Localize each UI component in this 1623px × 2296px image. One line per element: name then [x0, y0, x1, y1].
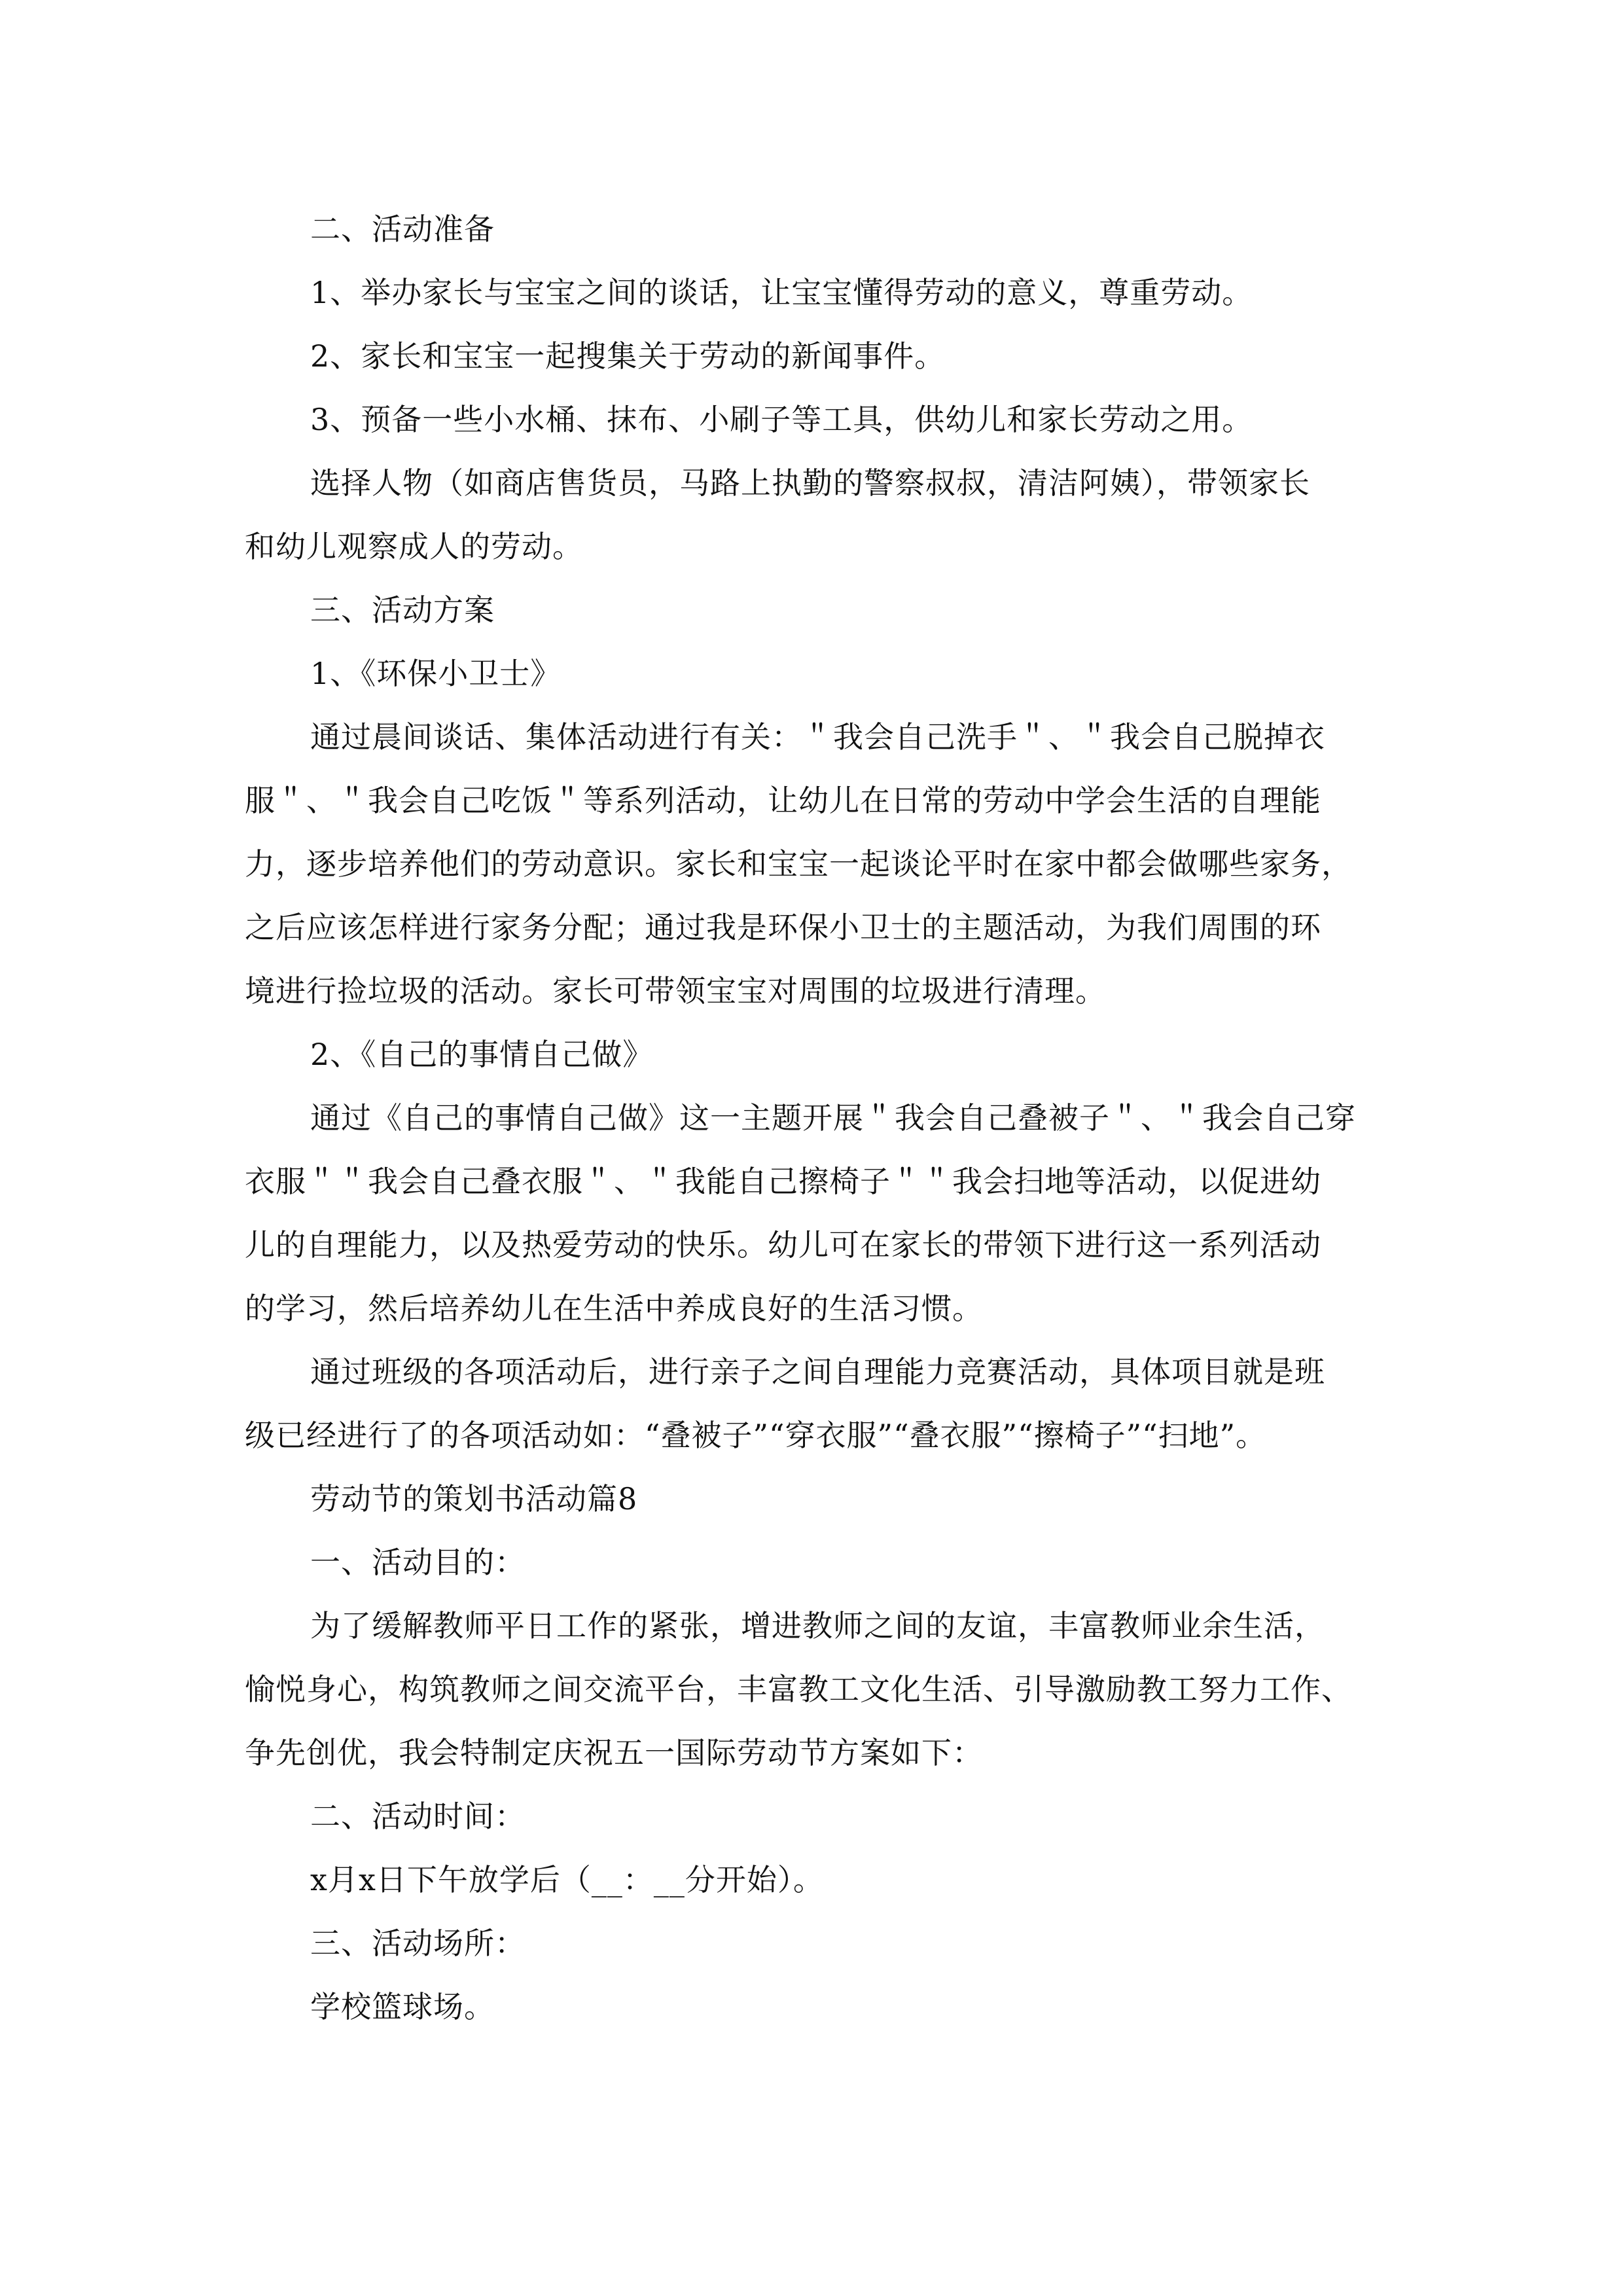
section-heading: 一、活动目的：: [310, 1545, 526, 1580]
text-line: 儿的自理能力，以及热爱劳动的快乐。幼儿可在家长的带领下进行这一系列活动: [245, 1227, 1321, 1263]
section-heading: 二、活动准备: [310, 211, 495, 247]
section-heading: 二、活动时间：: [310, 1799, 526, 1834]
text-line: 的学习，然后培养幼儿在生活中养成良好的生活习惯。: [245, 1291, 983, 1326]
text-line: 力，逐步培养他们的劳动意识。家长和宝宝一起谈论平时在家中都会做哪些家务，: [245, 846, 1352, 882]
text-line: 2、家长和宝宝一起搜集关于劳动的新闻事件。: [310, 338, 946, 374]
text-line: 通过《自己的事情自己做》这一主题开展＂我会自己叠被子＂、＂我会自己穿: [310, 1100, 1356, 1136]
subsection-heading: 2、《自己的事情自己做》: [310, 1037, 654, 1072]
section-heading: 三、活动场所：: [310, 1926, 526, 1961]
article-title: 劳动节的策划书活动篇8: [310, 1481, 638, 1516]
text-line: 争先创优，我会特制定庆祝五一国际劳动节方案如下：: [245, 1735, 983, 1770]
text-line: 通过晨间谈话、集体活动进行有关：＂我会自己洗手＂、＂我会自己脱掉衣: [310, 719, 1325, 755]
text-line: 1、举办家长与宝宝之间的谈话，让宝宝懂得劳动的意义，尊重劳动。: [310, 275, 1253, 310]
text-line: 服＂、＂我会自己吃饭＂等系列活动，让幼儿在日常的劳动中学会生活的自理能: [245, 783, 1321, 818]
text-line: 之后应该怎样进行家务分配；通过我是环保小卫士的主题活动，为我们周围的环: [245, 910, 1321, 945]
text-line: x月x日下午放学后（__：__分开始）。: [310, 1862, 824, 1897]
text-line: 学校篮球场。: [310, 1989, 495, 2024]
text-line: 衣服＂＂我会自己叠衣服＂、＂我能自己擦椅子＂＂我会扫地等活动，以促进幼: [245, 1164, 1321, 1199]
text-line: 通过班级的各项活动后，进行亲子之间自理能力竞赛活动，具体项目就是班: [310, 1354, 1325, 1390]
text-line: 愉悦身心，构筑教师之间交流平台，丰富教工文化生活、引导激励教工努力工作、: [245, 1672, 1352, 1707]
text-line: 为了缓解教师平日工作的紧张，增进教师之间的友谊，丰富教师业余生活，: [310, 1608, 1325, 1643]
text-line: 级已经进行了的各项活动如：“叠被子”“穿衣服”“叠衣服”“擦椅子”“扫地”。: [245, 1418, 1267, 1453]
section-heading: 三、活动方案: [310, 592, 495, 628]
text-line: 和幼儿观察成人的劳动。: [245, 529, 583, 564]
subsection-heading: 1、《环保小卫士》: [310, 656, 562, 691]
text-line: 3、预备一些小水桶、抹布、小刷子等工具，供幼儿和家长劳动之用。: [310, 402, 1253, 437]
text-line: 境进行捡垃圾的活动。家长可带领宝宝对周围的垃圾进行清理。: [245, 973, 1106, 1009]
text-line: 选择人物（如商店售货员，马路上执勤的警察叔叔，清洁阿姨），带领家长: [310, 465, 1310, 501]
